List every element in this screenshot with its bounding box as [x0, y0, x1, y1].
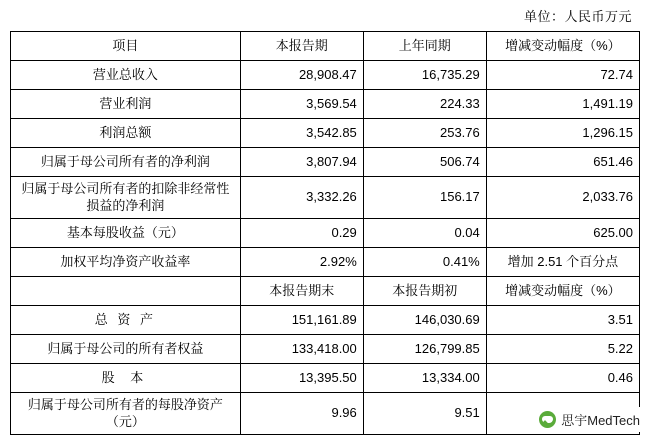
row-value-current: 0.29: [240, 219, 363, 248]
header-period-begin: 本报告期初: [363, 277, 486, 306]
row-value-prior: 0.04: [363, 219, 486, 248]
row-value-change: 增加 2.51 个百分点: [486, 248, 639, 277]
row-value-change: 72.74: [486, 61, 639, 90]
table-header-row-top: [11, 32, 640, 61]
row-label: 加权平均净资产收益率: [11, 248, 241, 277]
row-label: 归属于母公司所有者的每股净资产（元）: [11, 393, 241, 435]
row-value-prior: 16,735.29: [363, 61, 486, 90]
table-row: [11, 248, 640, 277]
row-value-change: 5.22: [486, 335, 639, 364]
row-label: 归属于母公司所有者的净利润: [11, 148, 241, 177]
row-value-begin: 13,334.00: [363, 364, 486, 393]
row-value-change: 2,033.76: [486, 177, 639, 219]
row-label: 归属于母公司的所有者权益: [11, 335, 241, 364]
header-item-blank: [11, 277, 241, 306]
row-value-change: 651.46: [486, 148, 639, 177]
row-value-current: 3,332.26: [240, 177, 363, 219]
row-value-current: 2.92%: [240, 248, 363, 277]
row-label: 营业利润: [11, 90, 241, 119]
row-value-current: 3,807.94: [240, 148, 363, 177]
row-value-end: 133,418.00: [240, 335, 363, 364]
table-header-row-bottom: [11, 277, 640, 306]
row-value-change: 1,296.15: [486, 119, 639, 148]
row-value-prior: 506.74: [363, 148, 486, 177]
row-value-end: 151,161.89: [240, 306, 363, 335]
table-row: [11, 177, 640, 219]
table-row: [11, 306, 640, 335]
row-value-current: 3,542.85: [240, 119, 363, 148]
table-row: [11, 219, 640, 248]
row-label: 归属于母公司所有者的扣除非经常性损益的净利润: [11, 177, 241, 219]
row-label: 营业总收入: [11, 61, 241, 90]
header-item: 项目: [11, 32, 241, 61]
header-change-rate: 增减变动幅度（%）: [486, 32, 639, 61]
row-label: 利润总额: [11, 119, 241, 148]
table-row: [11, 90, 640, 119]
header-current-period: 本报告期: [240, 32, 363, 61]
row-label: 股 本: [11, 364, 241, 393]
row-value-begin: 146,030.69: [363, 306, 486, 335]
row-label: 基本每股收益（元）: [11, 219, 241, 248]
row-value-prior: 156.17: [363, 177, 486, 219]
row-label: 总 资 产: [11, 306, 241, 335]
watermark-label: 思宇MedTech: [561, 413, 640, 428]
header-period-end: 本报告期末: [240, 277, 363, 306]
row-value-prior: 0.41%: [363, 248, 486, 277]
table-row: [11, 119, 640, 148]
table-row: [11, 335, 640, 364]
table-row: [11, 61, 640, 90]
row-value-change: 0.46: [486, 364, 639, 393]
row-value-end: 9.96: [240, 393, 363, 435]
row-value-begin: 9.51: [363, 393, 486, 435]
row-value-prior: 224.33: [363, 90, 486, 119]
row-value-end: 13,395.50: [240, 364, 363, 393]
row-value-current: 3,569.54: [240, 90, 363, 119]
header-change-rate: 增减变动幅度（%）: [486, 277, 639, 306]
financial-summary-table: [10, 31, 640, 435]
unit-note: 单位：人民币万元: [523, 9, 632, 24]
row-value-current: 28,908.47: [240, 61, 363, 90]
table-row: [11, 148, 640, 177]
wechat-badge-icon: [539, 411, 556, 428]
table-row: [11, 364, 640, 393]
row-value-change: 1,491.19: [486, 90, 639, 119]
watermark: [535, 407, 644, 432]
row-value-change: 3.51: [486, 306, 639, 335]
row-value-prior: 253.76: [363, 119, 486, 148]
row-value-begin: 126,799.85: [363, 335, 486, 364]
header-prior-period: 上年同期: [363, 32, 486, 61]
row-value-change: 625.00: [486, 219, 639, 248]
